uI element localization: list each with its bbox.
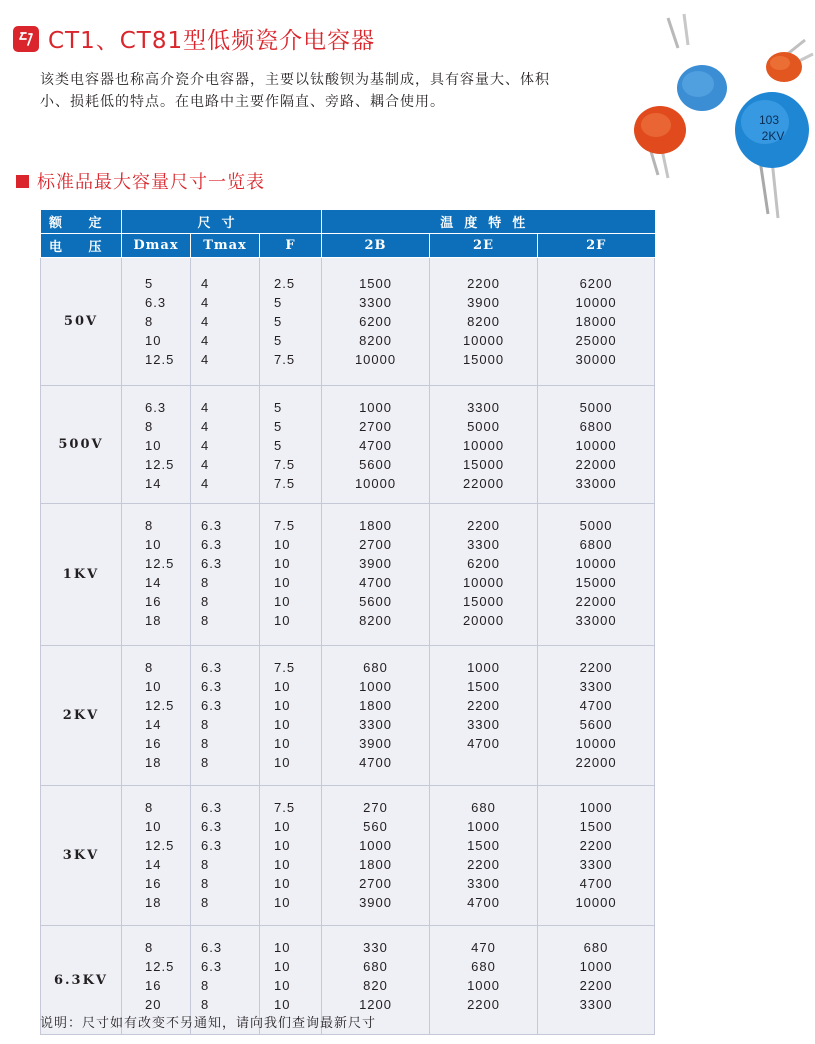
cell-value: 10000	[575, 736, 617, 751]
dmax-cell	[122, 258, 191, 386]
header-f: F	[260, 234, 322, 258]
tmax-cell	[191, 258, 260, 386]
table-row	[41, 504, 655, 646]
cell-value: 8	[201, 895, 210, 910]
cell-value: 10	[274, 698, 291, 713]
cell-value: 3900	[467, 295, 500, 310]
cell-value: 10	[274, 613, 291, 628]
table-row	[41, 386, 655, 504]
cell-value: 1000	[359, 400, 392, 415]
cell-value: 680	[471, 959, 496, 974]
cell-value: 8200	[467, 314, 500, 329]
cell-value: 8	[201, 736, 210, 751]
rated-voltage-cell: 6.3KV	[41, 926, 122, 1035]
cell-value: 2.5	[274, 276, 296, 291]
cell-value: 18	[145, 613, 162, 628]
cell-value: 470	[471, 940, 496, 955]
cell-value: 12.5	[145, 959, 175, 974]
cell-value: 5	[274, 295, 283, 310]
cell-value: 8	[201, 755, 210, 770]
rated-voltage-cell: 50V	[41, 258, 122, 386]
cell-value: 2200	[467, 276, 500, 291]
cell-value: 4	[201, 438, 210, 453]
cell-value: 6.3	[201, 800, 223, 815]
cell-value: 1000	[579, 959, 613, 974]
cell-value: 1500	[467, 838, 500, 853]
cell-value: 8200	[359, 613, 392, 628]
cell-value: 10	[274, 857, 291, 872]
cell-value: 3300	[579, 997, 613, 1012]
cell-value: 6.3	[145, 400, 167, 415]
cell-value: 7.5	[274, 660, 296, 675]
cell-value: 3300	[467, 876, 500, 891]
cell-value: 10	[274, 959, 291, 974]
cell-value: 10000	[575, 438, 617, 453]
header-dmax: Dmax	[122, 234, 191, 258]
cell-value: 10	[145, 537, 162, 552]
cell-value: 1500	[579, 819, 613, 834]
cell-value: 1000	[359, 679, 392, 694]
capacitance-2f-cell	[538, 386, 655, 504]
cell-value: 10000	[462, 333, 505, 348]
cell-value: 18	[145, 895, 162, 910]
capacitance-2b-cell	[322, 258, 430, 386]
square-bullet-icon	[16, 175, 29, 188]
cell-value: 4	[201, 295, 210, 310]
cell-value: 6.3	[201, 660, 223, 675]
intro-line: 小、损耗低的特点。在电路中主要作隔直、旁路、耦合使用。	[40, 94, 445, 110]
page-title: CT1、CT81型低频瓷介电容器	[48, 28, 376, 54]
rated-voltage-cell: 2KV	[41, 646, 122, 786]
cell-value: 3300	[467, 537, 500, 552]
cell-value: 2200	[467, 698, 500, 713]
tmax-cell	[191, 386, 260, 504]
intro-line: 该类电容器也称高介瓷介电容器，主要以钛酸钡为基制成，具有容量大、体积	[40, 72, 550, 88]
cell-value: 16	[145, 736, 162, 751]
cell-value: 5	[274, 314, 283, 329]
cell-value: 1200	[359, 997, 392, 1012]
tmax-cell	[191, 504, 260, 646]
cell-value: 10000	[354, 352, 397, 367]
cell-value: 15000	[462, 457, 505, 472]
tmax-cell	[191, 786, 260, 926]
cell-value: 4	[201, 333, 210, 348]
cell-value: 8	[201, 575, 210, 590]
cell-value: 6200	[579, 276, 613, 291]
cell-value: 6.3	[201, 819, 223, 834]
cell-value: 8	[145, 660, 154, 675]
cell-value: 270	[363, 800, 388, 815]
cell-value: 10000	[462, 438, 505, 453]
cell-value: 18	[145, 755, 162, 770]
cell-value: 2700	[359, 537, 392, 552]
cell-value: 3300	[579, 857, 613, 872]
tmax-cell	[191, 646, 260, 786]
cell-value: 4700	[359, 575, 392, 590]
cell-value: 10000	[462, 575, 505, 590]
f-cell	[260, 386, 322, 504]
capacitance-2b-cell	[322, 786, 430, 926]
cell-value: 12.5	[145, 556, 175, 571]
rated-voltage-cell: 500V	[41, 386, 122, 504]
table-body	[41, 258, 655, 1035]
cell-value: 6.3	[145, 295, 167, 310]
f-cell	[260, 504, 322, 646]
capacitance-2f-cell	[538, 786, 655, 926]
cell-value: 6200	[467, 556, 500, 571]
capacitance-2e-cell	[430, 504, 538, 646]
cell-value: 22000	[575, 457, 617, 472]
cell-value: 6.3	[201, 959, 223, 974]
cell-value: 8	[201, 857, 210, 872]
capacitor-marking: 2KV	[761, 129, 785, 143]
cell-value: 7.5	[274, 352, 296, 367]
cell-value: 10	[274, 876, 291, 891]
dmax-cell	[122, 786, 191, 926]
cell-value: 1000	[579, 800, 613, 815]
cell-value: 10	[274, 537, 291, 552]
cell-value: 4700	[359, 438, 392, 453]
cell-value: 2200	[467, 997, 500, 1012]
cell-value: 16	[145, 876, 162, 891]
cell-value: 15000	[575, 575, 617, 590]
dmax-cell	[122, 646, 191, 786]
cell-value: 10	[274, 940, 291, 955]
cell-value: 3300	[359, 717, 392, 732]
cell-value: 7.5	[274, 518, 296, 533]
cell-value: 10	[274, 556, 291, 571]
cell-value: 5600	[579, 717, 613, 732]
cell-value: 6800	[579, 419, 613, 434]
capacitance-2f-cell	[538, 646, 655, 786]
capacitance-2f-cell	[538, 504, 655, 646]
cell-value: 12.5	[145, 698, 175, 713]
header-tmax: Tmax	[191, 234, 260, 258]
cell-value: 2200	[467, 518, 500, 533]
cell-value: 10000	[575, 295, 617, 310]
cell-value: 6.3	[201, 537, 223, 552]
capacitance-2f-cell	[538, 258, 655, 386]
cell-value: 6200	[359, 314, 392, 329]
header-2f: 2F	[538, 234, 655, 258]
rated-voltage-cell: 3KV	[41, 786, 122, 926]
cell-value: 14	[145, 857, 162, 872]
cell-value: 7.5	[274, 457, 296, 472]
cell-value: 8	[201, 717, 210, 732]
capacitance-2e-cell	[430, 386, 538, 504]
capacitance-2b-cell	[322, 386, 430, 504]
cell-value: 4700	[579, 876, 613, 891]
cell-value: 3900	[359, 736, 392, 751]
cell-value: 8	[145, 314, 154, 329]
cell-value: 1000	[467, 660, 500, 675]
cell-value: 22000	[575, 594, 617, 609]
cell-value: 5000	[579, 518, 613, 533]
cell-value: 680	[583, 940, 609, 955]
cell-value: 10	[274, 594, 291, 609]
cell-value: 20	[145, 997, 162, 1012]
cell-value: 4700	[467, 895, 500, 910]
cell-value: 10	[145, 679, 162, 694]
capacitance-2b-cell	[322, 504, 430, 646]
cell-value: 6.3	[201, 518, 223, 533]
capacitor-product-image	[620, 0, 815, 230]
cell-value: 25000	[575, 333, 617, 348]
cell-value: 10	[274, 575, 291, 590]
cell-value: 30000	[575, 352, 617, 367]
capacitor-marking: 103	[758, 113, 780, 127]
cell-value: 18000	[575, 314, 617, 329]
cell-value: 3900	[359, 556, 392, 571]
cell-value: 330	[363, 940, 388, 955]
cell-value: 2200	[467, 857, 500, 872]
cell-value: 1000	[467, 819, 500, 834]
section-title	[16, 168, 265, 194]
cell-value: 2200	[579, 660, 613, 675]
f-cell	[260, 786, 322, 926]
table-row	[41, 786, 655, 926]
cell-value: 12.5	[145, 352, 175, 367]
header-rated-voltage-bottom: 电 压	[41, 234, 122, 258]
cell-value: 15000	[462, 352, 505, 367]
cell-value: 14	[145, 575, 162, 590]
cell-value: 4	[201, 400, 210, 415]
dmax-cell	[122, 386, 191, 504]
cell-value: 680	[471, 800, 496, 815]
footer-note: 说明：尺寸如有改变不另通知，请向我们查询最新尺寸	[40, 1016, 377, 1031]
capacitance-2e-cell	[430, 646, 538, 786]
cell-value: 5	[274, 333, 283, 348]
cell-value: 4	[201, 476, 210, 491]
f-cell	[260, 646, 322, 786]
cell-value: 10	[274, 819, 291, 834]
table-row	[41, 646, 655, 786]
cell-value: 1000	[467, 978, 500, 993]
dmax-cell	[122, 504, 191, 646]
cell-value: 8	[201, 997, 210, 1012]
cell-value: 4700	[579, 698, 613, 713]
capacitance-2b-cell	[322, 646, 430, 786]
cell-value: 7.5	[274, 800, 296, 815]
rated-voltage-cell: 1KV	[41, 504, 122, 646]
cell-value: 5000	[467, 419, 500, 434]
cell-value: 10	[274, 736, 291, 751]
cell-value: 4	[201, 314, 210, 329]
cell-value: 10000	[354, 476, 397, 491]
cell-value: 8	[201, 613, 210, 628]
cell-value: 4	[201, 419, 210, 434]
capacitance-2e-cell	[430, 786, 538, 926]
cell-value: 16	[145, 978, 162, 993]
cell-value: 8	[145, 518, 154, 533]
cell-value: 6.3	[201, 698, 223, 713]
cell-value: 1800	[359, 518, 392, 533]
cell-value: 6.3	[201, 679, 223, 694]
cell-value: 14	[145, 476, 162, 491]
cell-value: 1000	[359, 838, 392, 853]
cell-value: 15000	[462, 594, 505, 609]
cell-value: 16	[145, 594, 162, 609]
cell-value: 3300	[467, 717, 500, 732]
cell-value: 4700	[467, 736, 500, 751]
cell-value: 2200	[579, 838, 613, 853]
cell-value: 4	[201, 352, 210, 367]
cell-value: 10	[274, 838, 291, 853]
cell-value: 10	[145, 438, 162, 453]
f-cell	[260, 258, 322, 386]
cell-value: 5	[145, 276, 154, 291]
cell-value: 10	[274, 997, 291, 1012]
header-rated-voltage-top: 额 定	[41, 210, 122, 234]
cell-value: 14	[145, 717, 162, 732]
cell-value: 6.3	[201, 940, 223, 955]
cell-value: 5	[274, 438, 283, 453]
cell-value: 20000	[462, 613, 505, 628]
cell-value: 6.3	[201, 838, 223, 853]
cell-value: 10	[274, 679, 291, 694]
cell-value: 1500	[359, 276, 392, 291]
cell-value: 10	[274, 717, 291, 732]
cell-value: 8	[201, 876, 210, 891]
cell-value: 5000	[579, 400, 613, 415]
cell-value: 8	[145, 419, 154, 434]
cell-value: 680	[363, 959, 388, 974]
cell-value: 33000	[575, 613, 617, 628]
cell-value: 2700	[359, 876, 392, 891]
cell-value: 7.5	[274, 476, 296, 491]
cell-value: 3300	[359, 295, 392, 310]
intro-paragraph	[40, 69, 615, 113]
cell-value: 560	[363, 819, 388, 834]
cell-value: 12.5	[145, 457, 175, 472]
cell-value: 10000	[575, 556, 617, 571]
cell-value: 3300	[579, 679, 613, 694]
cell-value: 6.3	[201, 556, 223, 571]
cell-value: 5600	[359, 457, 392, 472]
section-title-text: 标准品最大容量尺寸一览表	[37, 172, 265, 193]
cell-value: 1800	[359, 698, 392, 713]
cell-value: 5	[274, 400, 283, 415]
header-2e: 2E	[430, 234, 538, 258]
cell-value: 3900	[359, 895, 392, 910]
cell-value: 4	[201, 457, 210, 472]
cell-value: 10000	[575, 895, 617, 910]
cell-value: 10	[274, 755, 291, 770]
capacitance-2e-cell	[430, 926, 538, 1035]
cell-value: 1500	[467, 679, 500, 694]
cell-value: 8	[145, 940, 154, 955]
table-row	[41, 258, 655, 386]
cell-value: 4	[201, 276, 210, 291]
cell-value: 8	[201, 978, 210, 993]
brand-logo-icon	[13, 26, 39, 52]
cell-value: 3300	[467, 400, 500, 415]
capacitance-2e-cell	[430, 258, 538, 386]
cell-value: 4700	[359, 755, 392, 770]
cell-value: 1800	[359, 857, 392, 872]
cell-value: 22000	[575, 755, 617, 770]
cell-value: 2700	[359, 419, 392, 434]
cell-value: 33000	[575, 476, 617, 491]
cell-value: 6800	[579, 537, 613, 552]
cell-value: 10	[274, 895, 291, 910]
cell-value: 8	[145, 800, 154, 815]
header-temperature-characteristic: 温度特性	[322, 210, 655, 234]
cell-value: 10	[145, 333, 162, 348]
cell-value: 820	[363, 978, 388, 993]
cell-value: 8	[201, 594, 210, 609]
header-size: 尺寸	[122, 210, 322, 234]
cell-value: 2200	[579, 978, 613, 993]
cell-value: 22000	[462, 476, 505, 491]
capacitance-size-table	[40, 210, 655, 1035]
capacitance-2f-cell	[538, 926, 655, 1035]
cell-value: 680	[363, 660, 388, 675]
header-2b: 2B	[322, 234, 430, 258]
cell-value: 10	[274, 978, 291, 993]
cell-value: 5	[274, 419, 283, 434]
cell-value: 8200	[359, 333, 392, 348]
cell-value: 10	[145, 819, 162, 834]
cell-value: 5600	[359, 594, 392, 609]
cell-value: 12.5	[145, 838, 175, 853]
